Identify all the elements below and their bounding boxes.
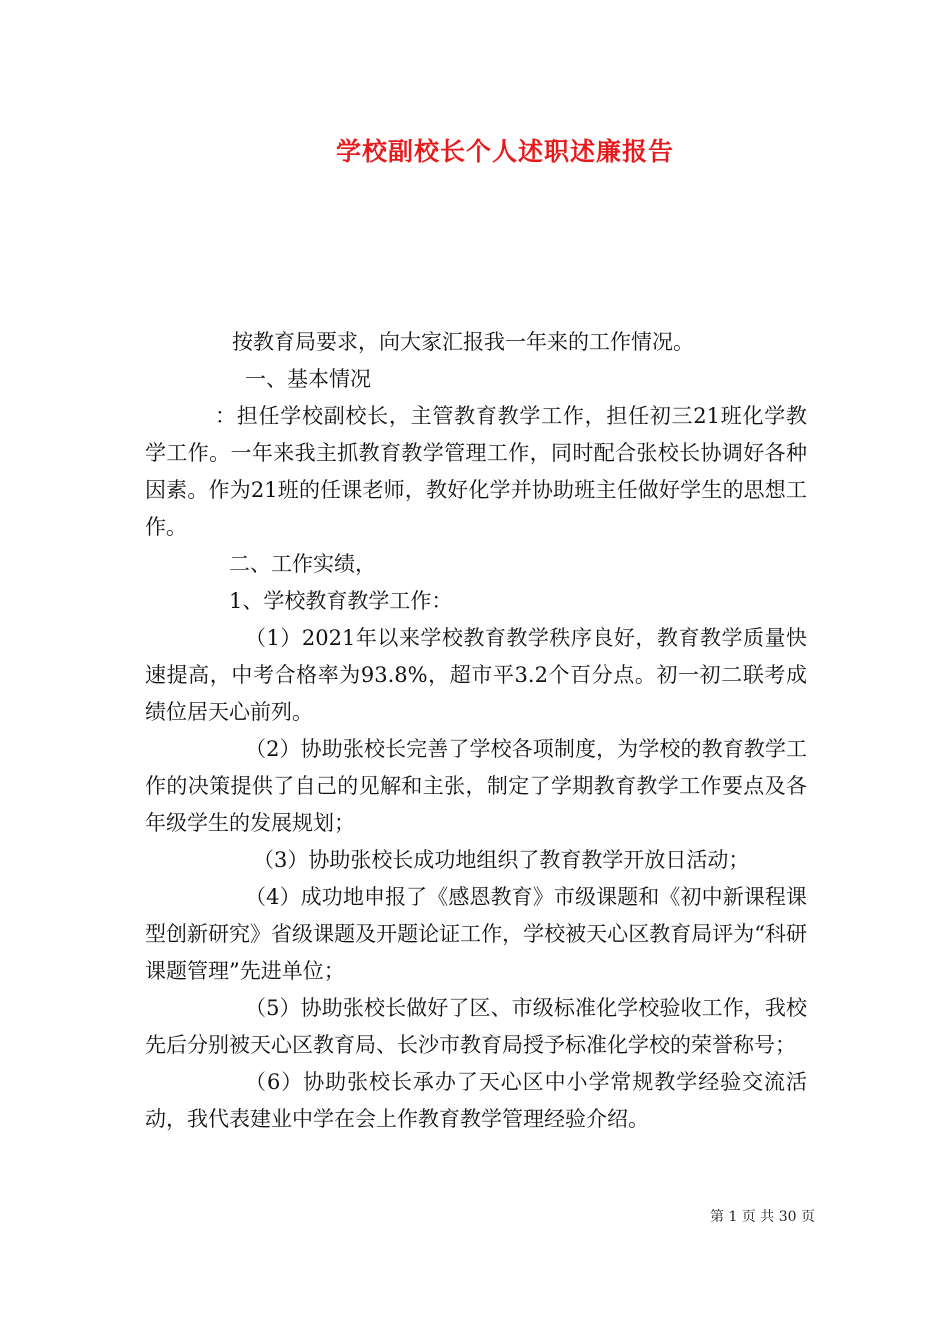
list-item: （5）协助张校长做好了区、市级标准化学校验收工作，我校先后分别被天心区教育局、长沙市教育局授予标准化学校的荣誉称号； — [145, 996, 807, 1057]
section-heading-basic: 一、基本情况 — [245, 367, 371, 391]
document-body — [145, 324, 807, 1138]
list-item: （3）协助张校长成功地组织了教育教学开放日活动； — [253, 848, 750, 872]
page-footer: 第 1 页 共 30 页 — [710, 1209, 815, 1225]
list-item: （2）协助张校长完善了学校各项制度，为学校的教育教学工作的决策提供了自己的见解和主张，制定了学期教育教学工作要点及各年级学生的发展规划； — [145, 737, 807, 835]
list-item: （1）2021年以来学校教育教学秩序良好，教育教学质量快速提高，中考合格率为93.8%，超市平3.2个百分点。初一初二联考成绩位居天心前列。 — [145, 626, 807, 724]
subsection-heading-teaching: 1、学校教育教学工作： — [229, 589, 453, 613]
page-title: 学校副校长个人述职述廉报告 — [335, 137, 674, 166]
list-item: （6）协助张校长承办了天心区中小学常规教学经验交流活动，我代表建业中学在会上作教育教学管理经验介绍。 — [145, 1070, 807, 1131]
section-heading-achievements: 二、工作实绩， — [229, 552, 376, 576]
basic-info-paragraph: ：担任学校副校长，主管教育教学工作，担任初三21班化学教学工作。一年来我主抓教育教学管理工作，同时配合张校长协调好各种因素。作为21班的任课老师，教好化学并协助班主任做好学生的思想工作。 — [145, 404, 807, 539]
intro-paragraph: 按教育局要求，向大家汇报我一年来的工作情况。 — [232, 330, 694, 354]
list-item: （4）成功地申报了《感恩教育》市级课题和《初中新课程课型创新研究》省级课题及开题论证工作，学校被天心区教育局评为“科研课题管理”先进单位； — [145, 885, 807, 983]
